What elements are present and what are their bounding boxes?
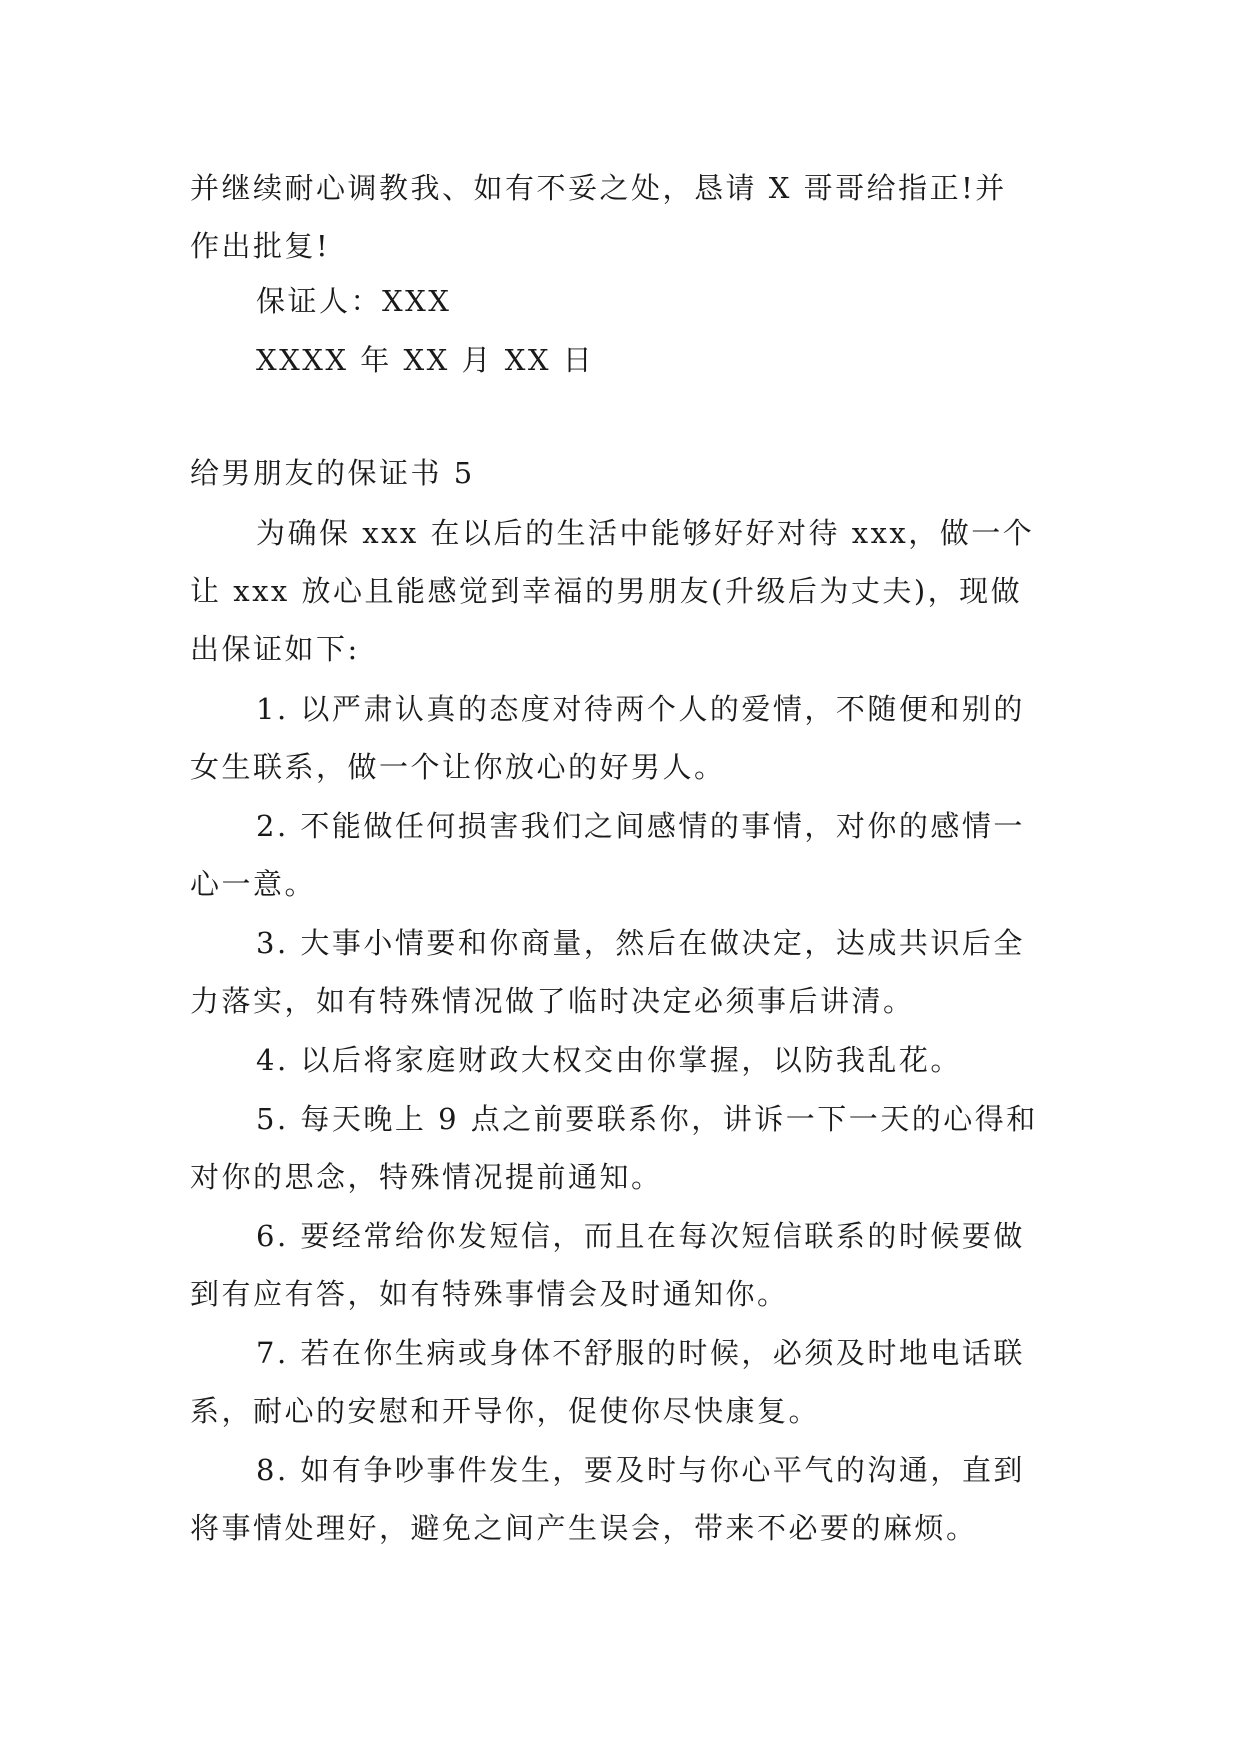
paragraph-line: 为确保 xxx 在以后的生活中能够好好对待 xxx，做一个 <box>256 516 1035 550</box>
continued-paragraph <box>190 159 1055 275</box>
item-line: 6. 要经常给你发短信，而且在每次短信联系的时候要做 <box>256 1219 1025 1253</box>
item-line: 对你的思念，特殊情况提前通知。 <box>190 1160 663 1194</box>
item-line: 7. 若在你生病或身体不舒服的时候，必须及时地电话联 <box>256 1336 1025 1370</box>
item-line: 1. 以严肃认真的态度对待两个人的爱情，不随便和别的 <box>256 692 1025 726</box>
item-line: 8. 如有争吵事件发生，要及时与你心平气的沟通，直到 <box>256 1453 1025 1487</box>
signer-line <box>190 272 1055 330</box>
pledge-item-1 <box>190 680 1055 796</box>
item-line: 心一意。 <box>190 867 317 901</box>
date-text: XXXX 年 XX 月 XX 日 <box>256 343 595 377</box>
pledge-item-2 <box>190 797 1055 913</box>
item-line: 5. 每天晚上 9 点之前要联系你，讲诉一下一天的心得和 <box>256 1102 1038 1136</box>
item-line: 2. 不能做任何损害我们之间感情的事情，对你的感情一 <box>256 809 1025 843</box>
date-line <box>190 331 1055 389</box>
item-line: 3. 大事小情要和你商量，然后在做决定，达成共识后全 <box>256 926 1025 960</box>
section-title-text: 给男朋友的保证书 5 <box>190 456 475 490</box>
item-line: 女生联系，做一个让你放心的好男人。 <box>190 750 726 784</box>
paragraph-line: 出保证如下: <box>190 632 360 666</box>
pledge-item-8 <box>190 1441 1055 1557</box>
item-line: 将事情处理好，避免之间产生误会，带来不必要的麻烦。 <box>190 1511 978 1545</box>
intro-paragraph <box>190 504 1055 678</box>
pledge-item-5 <box>190 1090 1055 1206</box>
signer-text: 保证人：XXX <box>256 284 452 318</box>
pledge-item-4 <box>190 1031 1055 1089</box>
item-line: 到有应有答，如有特殊事情会及时通知你。 <box>190 1277 789 1311</box>
pledge-item-6 <box>190 1207 1055 1323</box>
item-line: 力落实，如有特殊情况做了临时决定必须事后讲清。 <box>190 984 915 1018</box>
item-line: 系，耐心的安慰和开导你，促使你尽快康复。 <box>190 1394 821 1428</box>
pledge-item-7 <box>190 1324 1055 1440</box>
paragraph-line: 作出批复! <box>190 229 331 263</box>
item-line: 4. 以后将家庭财政大权交由你掌握，以防我乱花。 <box>256 1043 962 1077</box>
pledge-item-3 <box>190 914 1055 1030</box>
section-title <box>190 444 1055 502</box>
paragraph-line: 让 xxx 放心且能感觉到幸福的男朋友(升级后为丈夫)，现做 <box>190 574 1023 608</box>
paragraph-line: 并继续耐心调教我、如有不妥之处，恳请 X 哥哥给指正!并 <box>190 171 1007 205</box>
